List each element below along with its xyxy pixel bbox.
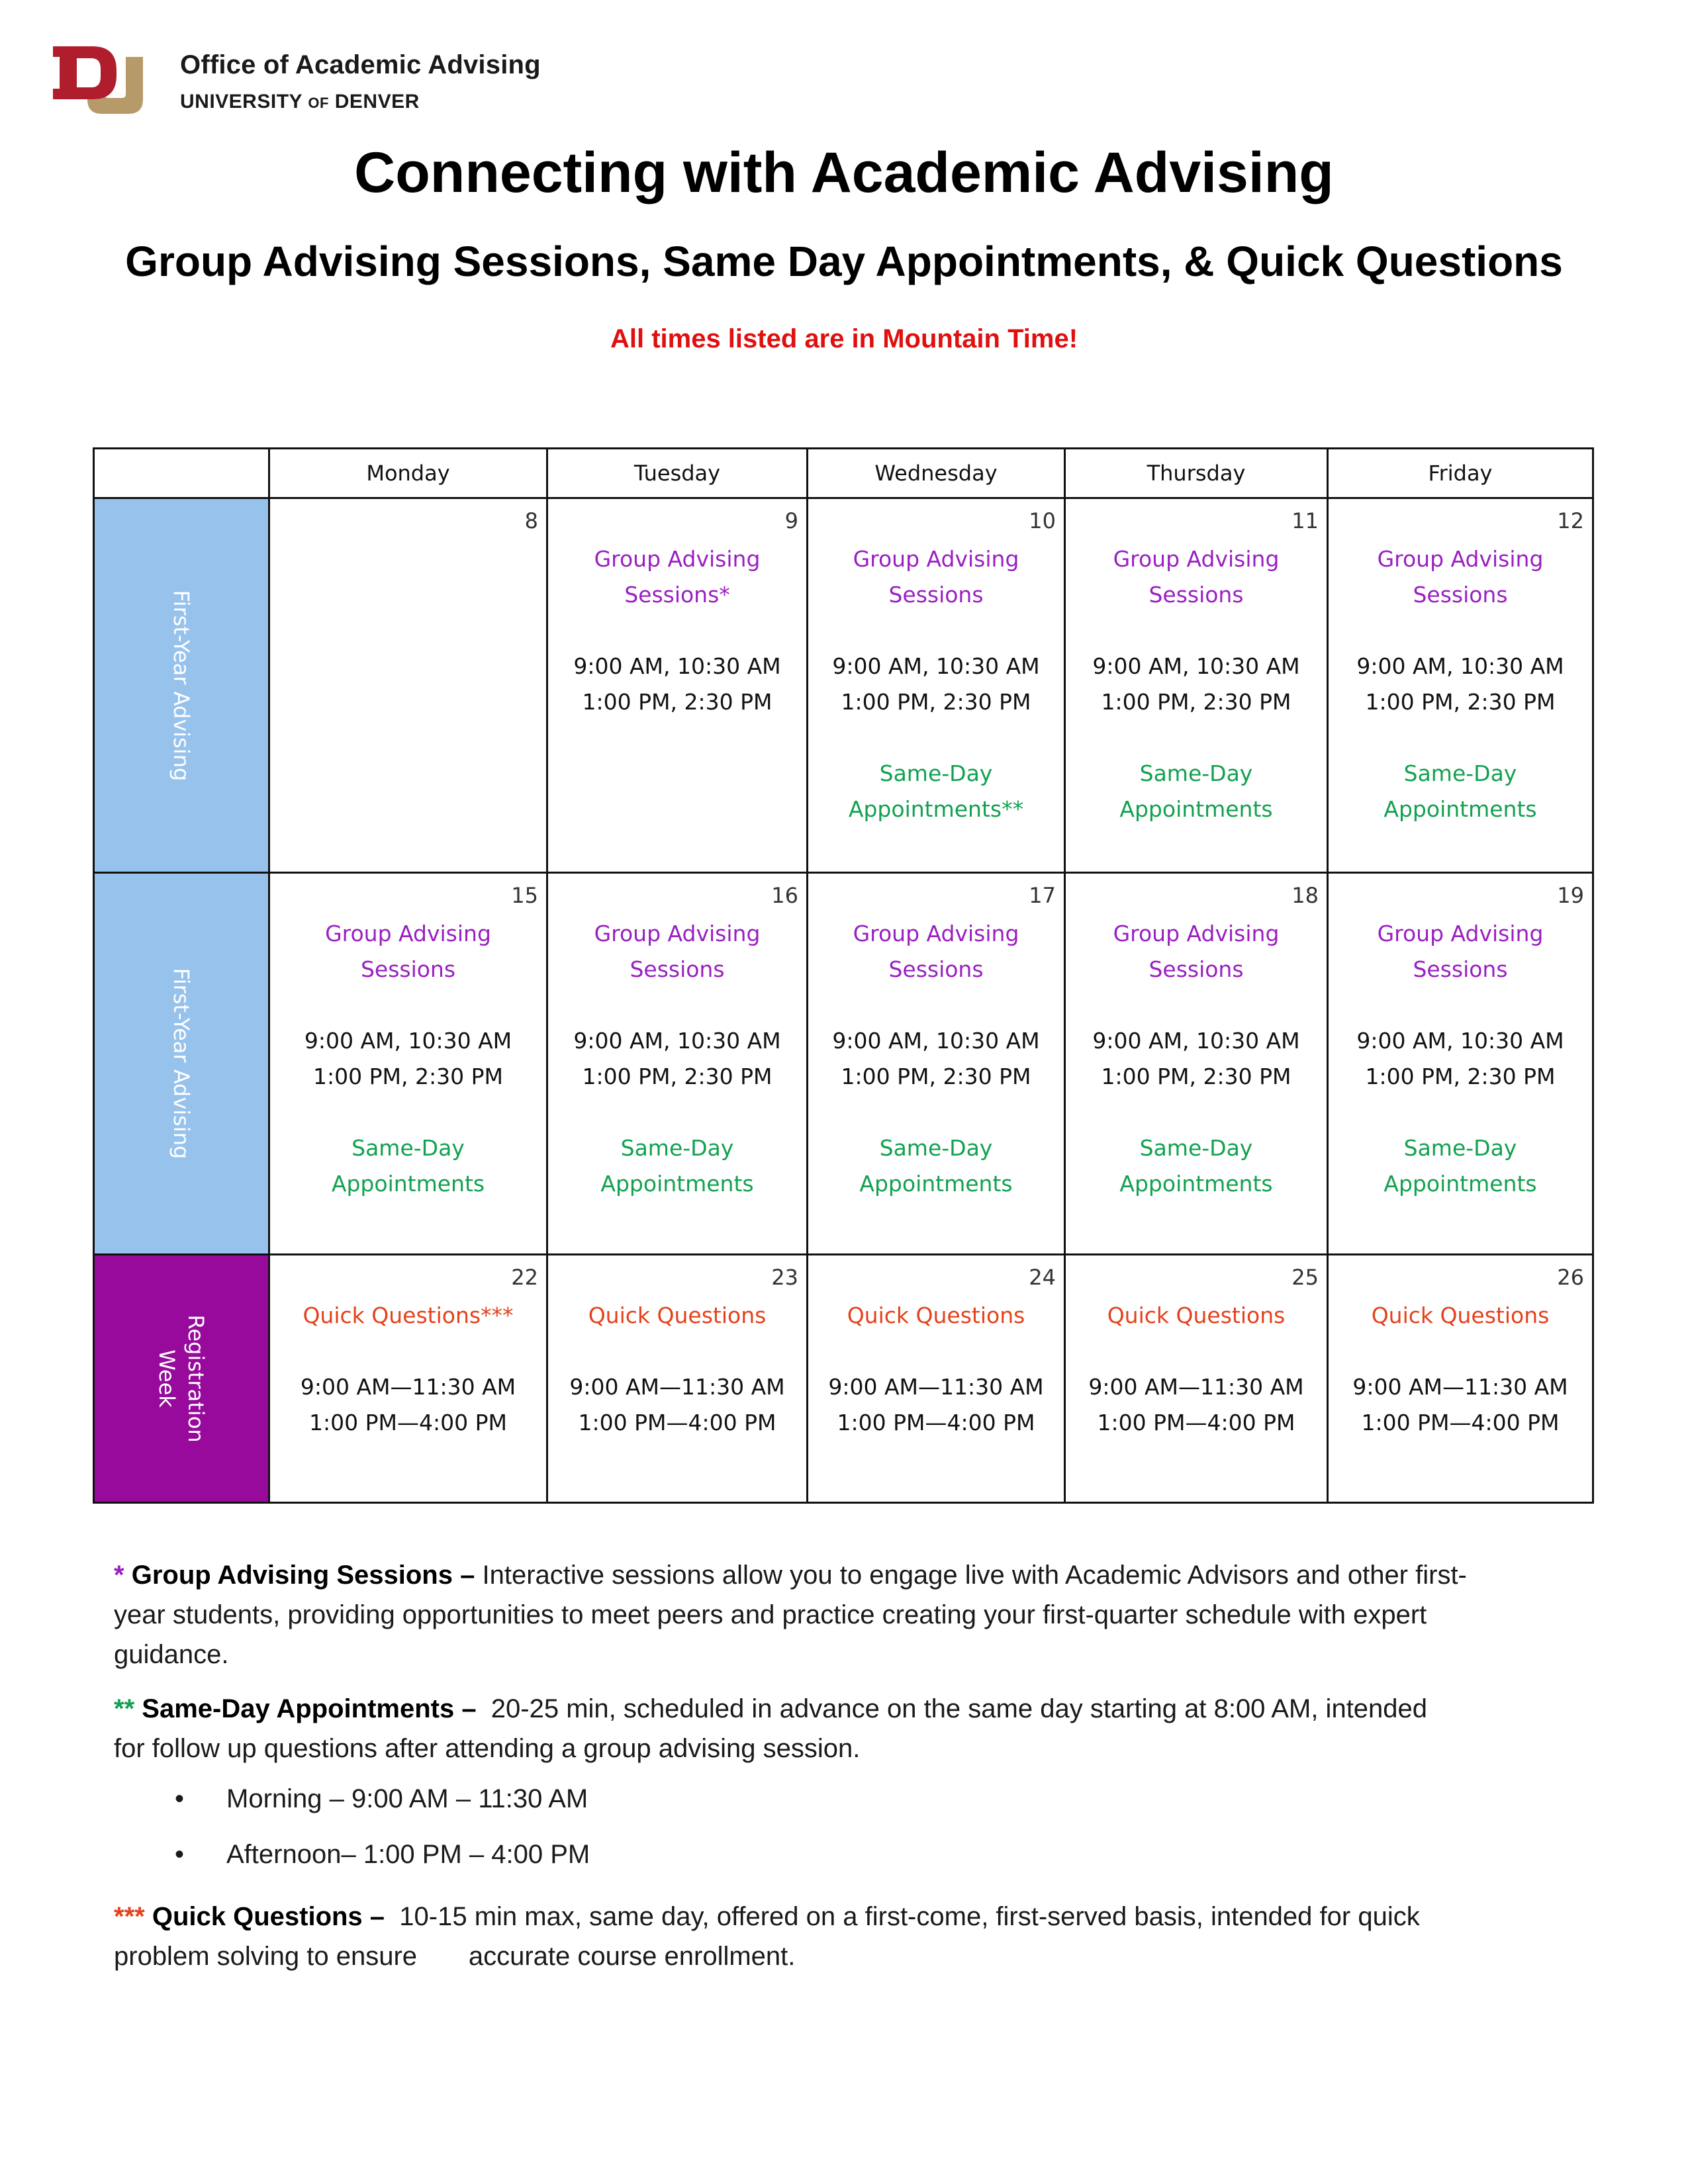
day-number: 24 <box>1029 1265 1056 1290</box>
session-times: 9:00 AM, 10:30 AM <box>1092 1028 1300 1054</box>
weekday-header-row <box>94 449 1593 498</box>
group-advising-label: Sessions <box>1413 956 1508 982</box>
footnote-marker: *** <box>114 1902 145 1931</box>
group-advising-label: Sessions <box>1149 582 1244 608</box>
quick-questions-label: Quick Questions <box>1107 1302 1286 1328</box>
group-advising-label: Group Advising <box>853 921 1019 946</box>
same-day-times-list <box>114 1771 1590 1882</box>
group-advising-label: Group Advising <box>1113 921 1280 946</box>
day-cell <box>1328 498 1593 873</box>
same-day-label: Appointments <box>331 1171 485 1197</box>
session-times: 1:00 PM, 2:30 PM <box>841 689 1031 715</box>
page-subtitle: Group Advising Sessions, Same Day Appointments, & Quick Questions <box>125 238 1563 285</box>
day-number: 12 <box>1557 508 1584 533</box>
row-label: Registration Week <box>154 1314 209 1443</box>
session-times: 9:00 AM, 10:30 AM <box>573 653 781 679</box>
session-times: 1:00 PM—4:00 PM <box>837 1410 1035 1435</box>
time-zone-notice: All times listed are in Mountain Time! <box>610 324 1078 353</box>
day-number: 17 <box>1029 883 1056 908</box>
day-number: 8 <box>524 508 538 533</box>
same-day-label: Same-Day <box>1403 760 1517 786</box>
session-times: 1:00 PM, 2:30 PM <box>841 1064 1031 1089</box>
day-number: 19 <box>1557 883 1584 908</box>
group-advising-label: Sessions* <box>624 582 730 608</box>
quick-questions-label: Quick Questions <box>588 1302 767 1328</box>
session-times: 9:00 AM—11:30 AM <box>1088 1374 1304 1400</box>
group-advising-label: Sessions <box>888 956 984 982</box>
day-number: 23 <box>771 1265 798 1290</box>
session-times: 1:00 PM, 2:30 PM <box>582 689 773 715</box>
session-times: 9:00 AM—11:30 AM <box>569 1374 785 1400</box>
group-advising-label: Group Advising <box>1377 546 1544 572</box>
group-advising-note: * Group Advising Sessions – Interactive sessions allow you to engage live with Academic Advisors and other first- year students, providing opportunities to meet peers and practice creating your first-quarter schedule with expert guidance. <box>114 1561 1467 1669</box>
week-row <box>94 1255 1593 1503</box>
session-times: 9:00 AM, 10:30 AM <box>304 1028 512 1054</box>
note-heading: Group Advising Sessions – <box>131 1561 475 1590</box>
header <box>53 42 541 114</box>
group-advising-label: Group Advising <box>594 921 761 946</box>
group-advising-label: Group Advising <box>325 921 491 946</box>
session-times: 1:00 PM—4:00 PM <box>309 1410 507 1435</box>
session-times: 9:00 AM, 10:30 AM <box>1356 653 1564 679</box>
session-times: 9:00 AM, 10:30 AM <box>832 1028 1040 1054</box>
weekday-header: Tuesday <box>547 449 808 498</box>
note-heading: Same-Day Appointments – <box>142 1694 477 1723</box>
group-advising-label: Sessions <box>1149 956 1244 982</box>
day-number: 9 <box>784 508 798 533</box>
session-times: 9:00 AM, 10:30 AM <box>573 1028 781 1054</box>
day-cell <box>269 873 547 1255</box>
session-times: 9:00 AM—11:30 AM <box>300 1374 516 1400</box>
week-row <box>94 873 1593 1255</box>
university-name: UNIVERSITY OF DENVER <box>180 91 420 113</box>
group-advising-label: Sessions <box>360 956 456 982</box>
day-cell <box>1065 1255 1328 1503</box>
weekday-header: Thursday <box>1065 449 1328 498</box>
week-row <box>94 498 1593 873</box>
row-label-cell <box>94 498 269 873</box>
page-title: Connecting with Academic Advising <box>354 141 1334 205</box>
weekday-header: Monday <box>269 449 547 498</box>
same-day-label: Same-Day <box>352 1135 465 1161</box>
same-day-label: Appointments <box>1383 1171 1537 1197</box>
day-number: 11 <box>1291 508 1319 533</box>
day-cell <box>808 873 1065 1255</box>
same-day-label: Same-Day <box>620 1135 734 1161</box>
du-logo-icon <box>53 42 146 114</box>
note-heading: Quick Questions – <box>152 1902 385 1931</box>
session-times: 1:00 PM, 2:30 PM <box>1101 689 1291 715</box>
day-number: 22 <box>511 1265 538 1290</box>
session-times: 1:00 PM—4:00 PM <box>1361 1410 1560 1435</box>
day-number: 16 <box>771 883 798 908</box>
quick-questions-label: Quick Questions*** <box>303 1302 514 1328</box>
day-number: 10 <box>1029 508 1056 533</box>
same-day-label: Appointments** <box>848 796 1024 822</box>
same-day-note: ** Same-Day Appointments – 20-25 min, scheduled in advance on the same day starting at 8:00 AM, intended for follow up questions after attending a group advising session. • Morning – 9:00 AM – 11:30 AM • Afternoon– 1:00 PM – 4:00 PM <box>114 1689 1590 1882</box>
day-cell <box>1065 873 1328 1255</box>
list-item: • Afternoon– 1:00 PM – 4:00 PM <box>114 1827 1590 1882</box>
same-day-label: Appointments <box>859 1171 1013 1197</box>
day-number: 18 <box>1291 883 1319 908</box>
session-times: 1:00 PM, 2:30 PM <box>313 1064 503 1089</box>
day-cell <box>808 1255 1065 1503</box>
session-times: 1:00 PM—4:00 PM <box>578 1410 776 1435</box>
weekday-header: Friday <box>1328 449 1593 498</box>
list-item: • Morning – 9:00 AM – 11:30 AM <box>114 1771 1590 1827</box>
row-label: First-Year Advising <box>169 590 194 781</box>
group-advising-label: Group Advising <box>594 546 761 572</box>
session-times: 9:00 AM—11:30 AM <box>1352 1374 1568 1400</box>
day-number: 25 <box>1291 1265 1319 1290</box>
session-times: 9:00 AM, 10:30 AM <box>832 653 1040 679</box>
group-advising-label: Sessions <box>630 956 725 982</box>
quick-questions-label: Quick Questions <box>1371 1302 1550 1328</box>
day-cell <box>1328 1255 1593 1503</box>
group-advising-label: Group Advising <box>1113 546 1280 572</box>
office-name: Office of Academic Advising <box>180 50 541 79</box>
session-times: 1:00 PM—4:00 PM <box>1097 1410 1295 1435</box>
group-advising-label: Sessions <box>1413 582 1508 608</box>
day-cell <box>1065 498 1328 873</box>
footnote-marker: * <box>114 1561 124 1590</box>
day-cell <box>547 873 808 1255</box>
day-cell <box>808 498 1065 873</box>
same-day-label: Appointments <box>600 1171 754 1197</box>
day-number: 15 <box>511 883 538 908</box>
group-advising-label: Group Advising <box>853 546 1019 572</box>
day-cell <box>547 498 808 873</box>
row-label-cell <box>94 1255 269 1503</box>
university-logo <box>53 42 146 114</box>
session-times: 1:00 PM, 2:30 PM <box>1365 1064 1556 1089</box>
same-day-label: Same-Day <box>879 1135 993 1161</box>
footnotes <box>114 1555 1590 1991</box>
group-advising-label: Group Advising <box>1377 921 1544 946</box>
same-day-label: Same-Day <box>1139 1135 1253 1161</box>
same-day-label: Same-Day <box>879 760 993 786</box>
row-label: First-Year Advising <box>169 968 194 1160</box>
day-cell <box>269 1255 547 1503</box>
day-number: 26 <box>1557 1265 1584 1290</box>
day-cell <box>269 498 547 873</box>
same-day-label: Appointments <box>1119 796 1273 822</box>
session-times: 9:00 AM, 10:30 AM <box>1092 653 1300 679</box>
session-times: 9:00 AM, 10:30 AM <box>1356 1028 1564 1054</box>
quick-questions-note: *** Quick Questions – 10-15 min max, same day, offered on a first-come, first-served basis, intended for quick problem solving to ensure accurate course enrollment. <box>114 1902 1420 1971</box>
session-times: 9:00 AM—11:30 AM <box>828 1374 1044 1400</box>
row-label-cell <box>94 873 269 1255</box>
advising-calendar <box>93 447 1594 1504</box>
day-cell <box>1328 873 1593 1255</box>
quick-questions-label: Quick Questions <box>847 1302 1025 1328</box>
weekday-header: Wednesday <box>808 449 1065 498</box>
same-day-label: Appointments <box>1383 796 1537 822</box>
day-cell <box>547 1255 808 1503</box>
session-times: 1:00 PM, 2:30 PM <box>1365 689 1556 715</box>
session-times: 1:00 PM, 2:30 PM <box>1101 1064 1291 1089</box>
same-day-label: Appointments <box>1119 1171 1273 1197</box>
same-day-label: Same-Day <box>1139 760 1253 786</box>
group-advising-label: Sessions <box>888 582 984 608</box>
same-day-label: Same-Day <box>1403 1135 1517 1161</box>
corner-cell <box>94 449 269 498</box>
footnote-marker: ** <box>114 1694 135 1723</box>
session-times: 1:00 PM, 2:30 PM <box>582 1064 773 1089</box>
